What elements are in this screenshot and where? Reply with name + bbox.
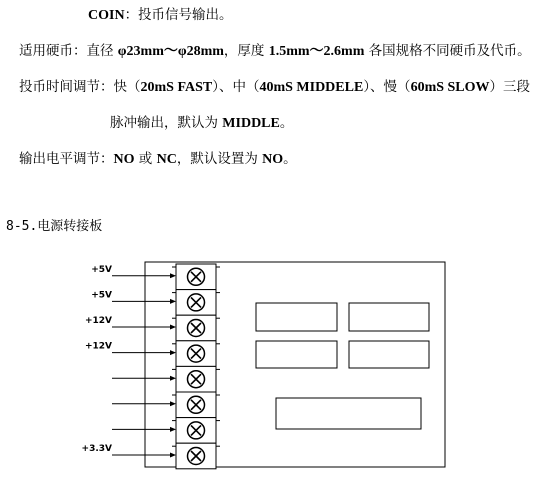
wire-arrow-icon bbox=[170, 453, 176, 458]
board-component-4 bbox=[349, 341, 429, 368]
pulse-prefix: 脉冲输出，默认为 bbox=[110, 115, 223, 131]
terminal-1 bbox=[91, 264, 220, 290]
level-or: 或 bbox=[134, 151, 157, 167]
timing-slow: 60mS SLOW bbox=[410, 80, 490, 95]
terminal-7 bbox=[112, 418, 220, 444]
terminal-block bbox=[82, 264, 220, 469]
level-nc: NC bbox=[156, 152, 177, 167]
level-suffix: 。 bbox=[283, 151, 297, 167]
coin-label: COIN bbox=[88, 8, 125, 23]
coin-thickness-value: 1.5mm～2.6mm bbox=[268, 44, 365, 59]
wire-arrow-icon bbox=[170, 325, 176, 330]
terminal-label: +12V bbox=[84, 341, 112, 352]
level-prefix: 输出电平调节： bbox=[19, 151, 114, 167]
coin-size-value: φ23mm～φ28mm bbox=[117, 44, 224, 59]
terminal-label: +12V bbox=[84, 316, 112, 326]
timing-sep-2: ）、慢（ bbox=[363, 79, 411, 95]
pulse-suffix: 。 bbox=[279, 115, 294, 131]
timing-suffix: ）三段 bbox=[489, 79, 531, 95]
level-default: NO bbox=[262, 152, 284, 167]
terminal-3 bbox=[85, 315, 220, 341]
level-mid: ，默认设置为 bbox=[176, 151, 263, 167]
timing-middle: 40mS MIDDELE bbox=[259, 80, 364, 95]
wire-arrow-icon bbox=[170, 273, 176, 278]
terminal-label: +5V bbox=[91, 264, 112, 275]
board-component-5 bbox=[276, 398, 421, 429]
timing-fast: 20mS FAST bbox=[140, 80, 213, 95]
board-component-2 bbox=[349, 303, 429, 331]
level-no: NO bbox=[113, 152, 135, 167]
pulse-default: MIDDLE bbox=[222, 116, 280, 131]
terminal-8 bbox=[82, 443, 220, 469]
terminal-4 bbox=[85, 341, 220, 367]
wire-arrow-icon bbox=[170, 427, 176, 432]
terminal-6 bbox=[112, 392, 220, 418]
coin-size-mid: ，厚度 bbox=[223, 43, 269, 59]
wire-arrow-icon bbox=[170, 376, 176, 381]
wire-arrow-icon bbox=[170, 299, 176, 304]
wire-arrow-icon bbox=[170, 401, 176, 406]
timing-prefix: 投币时间调节：快（ bbox=[19, 79, 141, 95]
coin-desc: ：投币信号输出。 bbox=[124, 7, 233, 23]
section-title: 8-5.电源转接板 bbox=[6, 219, 103, 234]
coin-size-suffix: 各国规格不同硬币及代币。 bbox=[364, 43, 531, 59]
coin-size-prefix: 适用硬币：直径 bbox=[19, 43, 118, 59]
board-component-1 bbox=[256, 303, 337, 331]
wire-arrow-icon bbox=[170, 350, 176, 355]
terminal-label: +3.3V bbox=[81, 444, 112, 454]
timing-sep-1: ）、中（ bbox=[212, 79, 260, 95]
terminal-5 bbox=[112, 366, 220, 392]
terminal-label: +5V bbox=[91, 290, 112, 301]
terminal-2 bbox=[91, 290, 220, 316]
board-component-3 bbox=[256, 341, 337, 368]
